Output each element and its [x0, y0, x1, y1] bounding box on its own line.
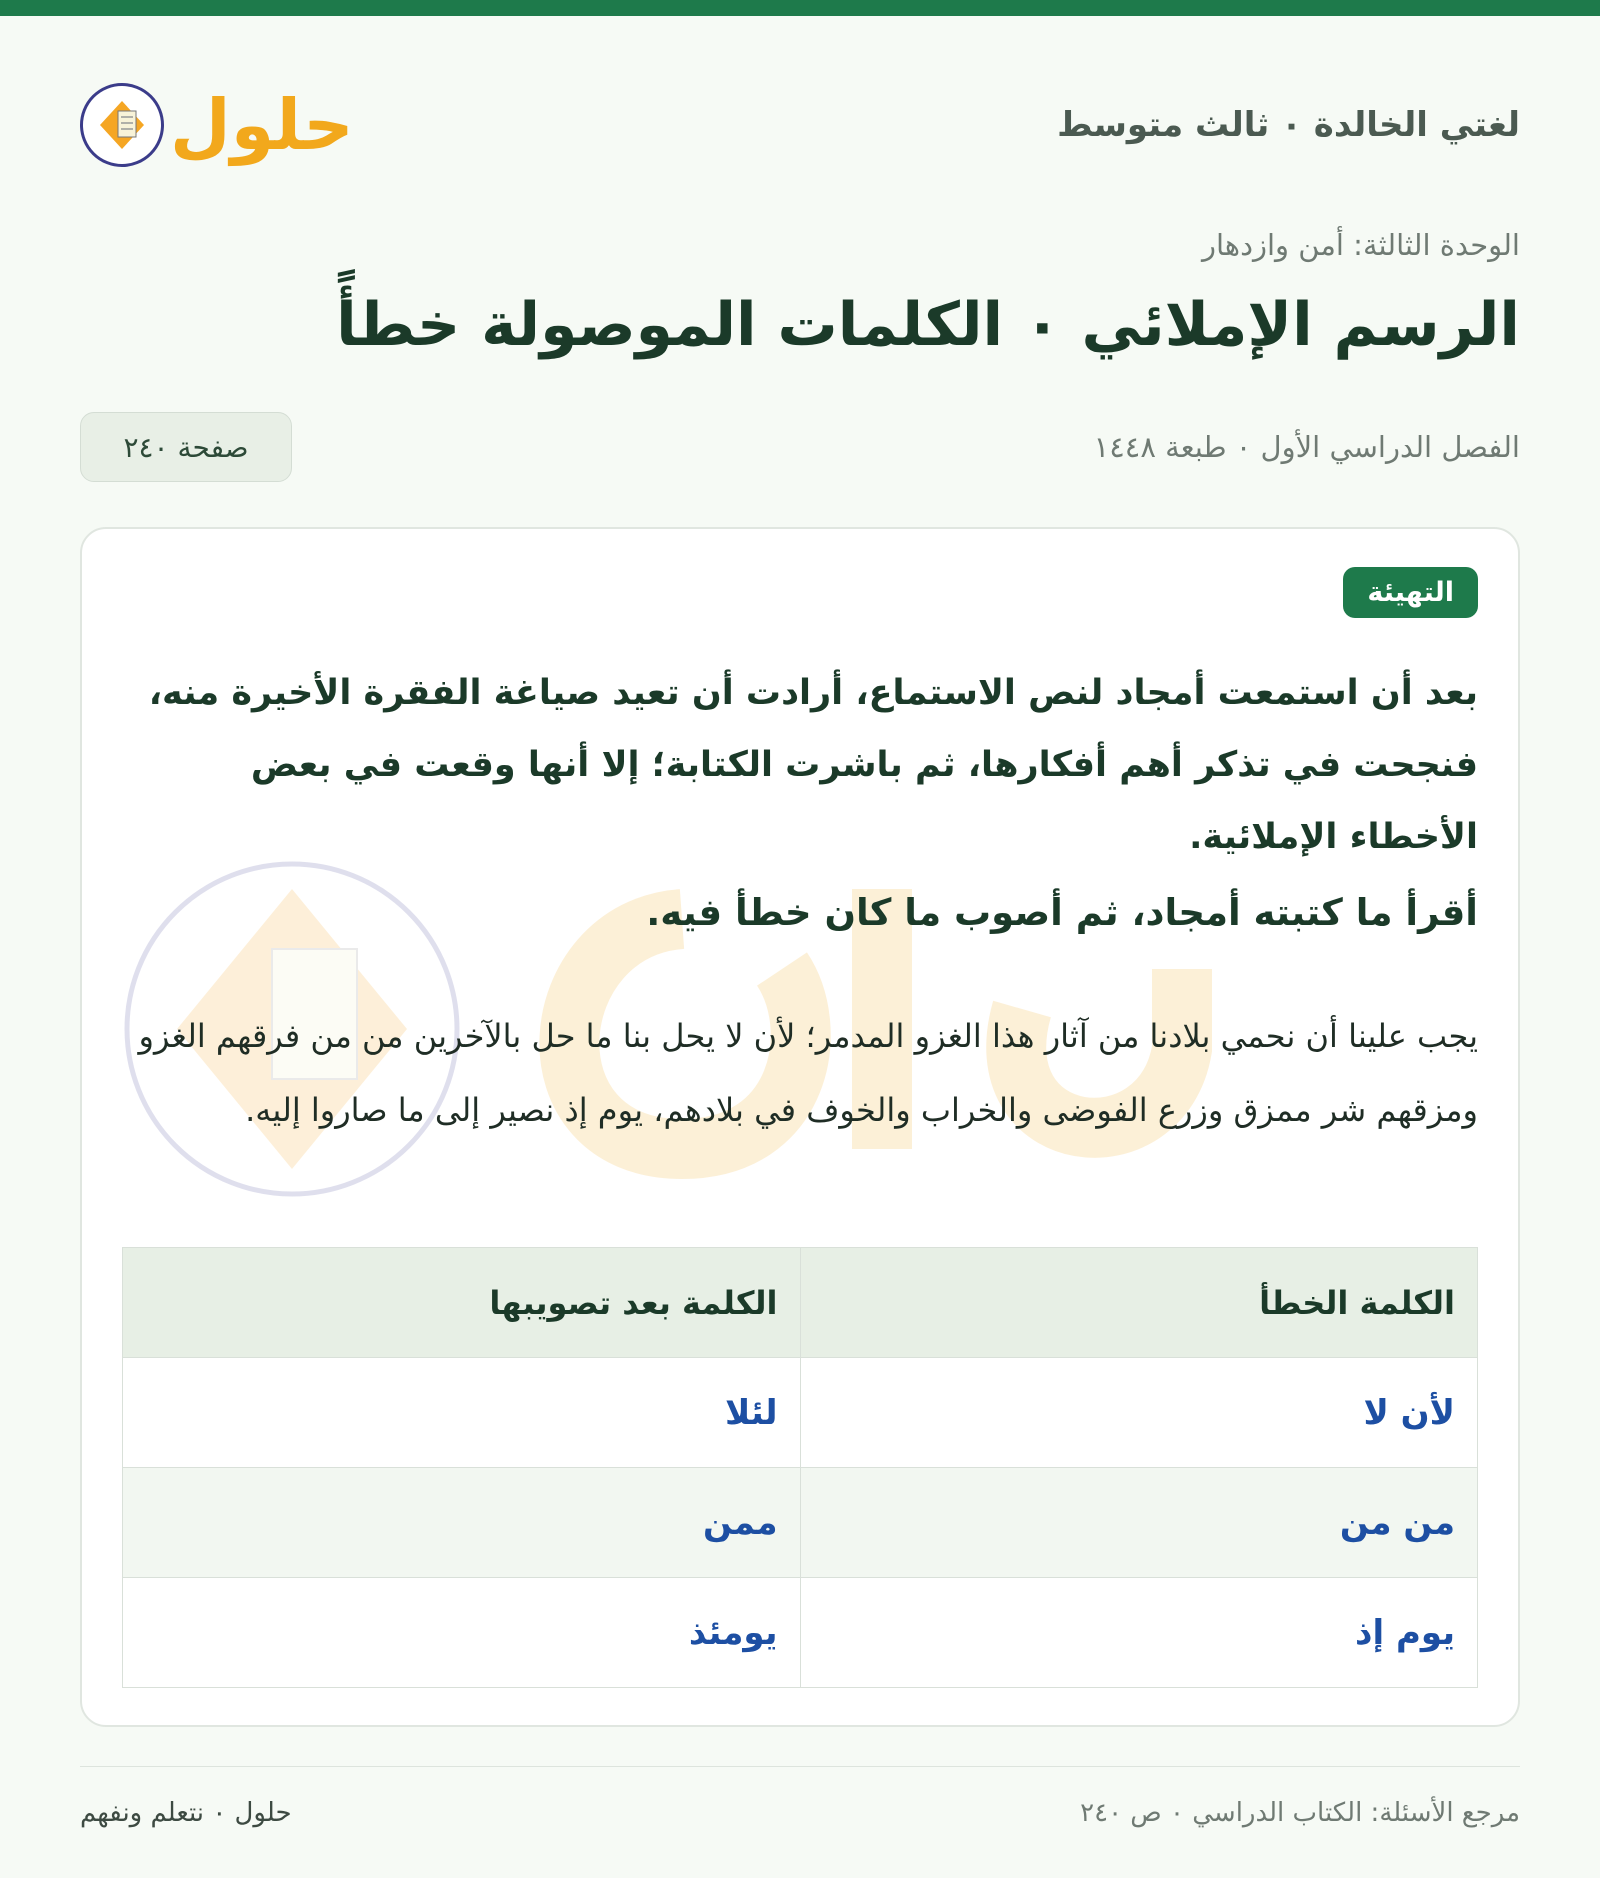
unit-label: الوحدة الثالثة: أمن وازدهار: [1201, 228, 1520, 262]
footer-divider: [80, 1766, 1520, 1767]
table-row: [123, 1578, 1478, 1688]
footer-brand: حلول ٠ نتعلم ونفهم: [80, 1798, 292, 1828]
table-row: [123, 1358, 1478, 1468]
task-instruction: أقرأ ما كتبته أمجاد، ثم أصوب ما كان خطأ فيه.: [646, 891, 1478, 934]
corrected-word: يومئذ: [123, 1578, 801, 1688]
section-tag: التهيئة: [1343, 567, 1478, 618]
page-number-badge: صفحة ٢٤٠: [80, 412, 292, 482]
wrong-word: يوم إذ: [800, 1578, 1478, 1688]
wrong-word: لأن لا: [800, 1358, 1478, 1468]
page-header: [80, 70, 1520, 180]
intro-paragraph: بعد أن استمعت أمجاد لنص الاستماع، أرادت أن تعيد صياغة الفقرة الأخيرة منه، فنجحت في تذكر أهم أفكارها، ثم باشرت الكتابة؛ إلا أنها وقعت في بعض الأخطاء الإملائية.: [148, 673, 1478, 857]
footer-reference: مرجع الأسئلة: الكتاب الدراسي ٠ ص ٢٤٠: [1080, 1798, 1520, 1828]
wrong-word: من من: [800, 1468, 1478, 1578]
corrected-word: ممن: [123, 1468, 801, 1578]
logo-text: حلول: [170, 84, 354, 166]
corrected-word: لئلا: [123, 1358, 801, 1468]
top-accent-bar: [0, 0, 1600, 16]
passage-text: يجب علينا أن نحمي بلادنا من آثار هذا الغزو المدمر؛ لأن لا يحل بنا ما حل بالآخرين من من فرقهم الغزو ومزقهم شر ممزق وزرع الفوضى والخراب والخوف في بلادهم، يوم إذ نصير إلى ما صاروا إليه.: [138, 1017, 1478, 1129]
corrections-table: [122, 1247, 1478, 1688]
logo[interactable]: [80, 83, 354, 167]
table-row: [123, 1468, 1478, 1578]
exercise-card: [80, 527, 1520, 1727]
edition-meta: الفصل الدراسي الأول ٠ طبعة ١٤٤٨: [1093, 430, 1520, 464]
header-wrong-word: الكلمة الخطأ: [800, 1248, 1478, 1358]
subject-label: لغتي الخالدة ٠ ثالث متوسط: [1057, 105, 1520, 145]
header-corrected-word: الكلمة بعد تصويبها: [123, 1248, 801, 1358]
page-title: الرسم الإملائي ٠ الكلمات الموصولة خطأً: [336, 290, 1520, 360]
book-icon: [80, 83, 164, 167]
